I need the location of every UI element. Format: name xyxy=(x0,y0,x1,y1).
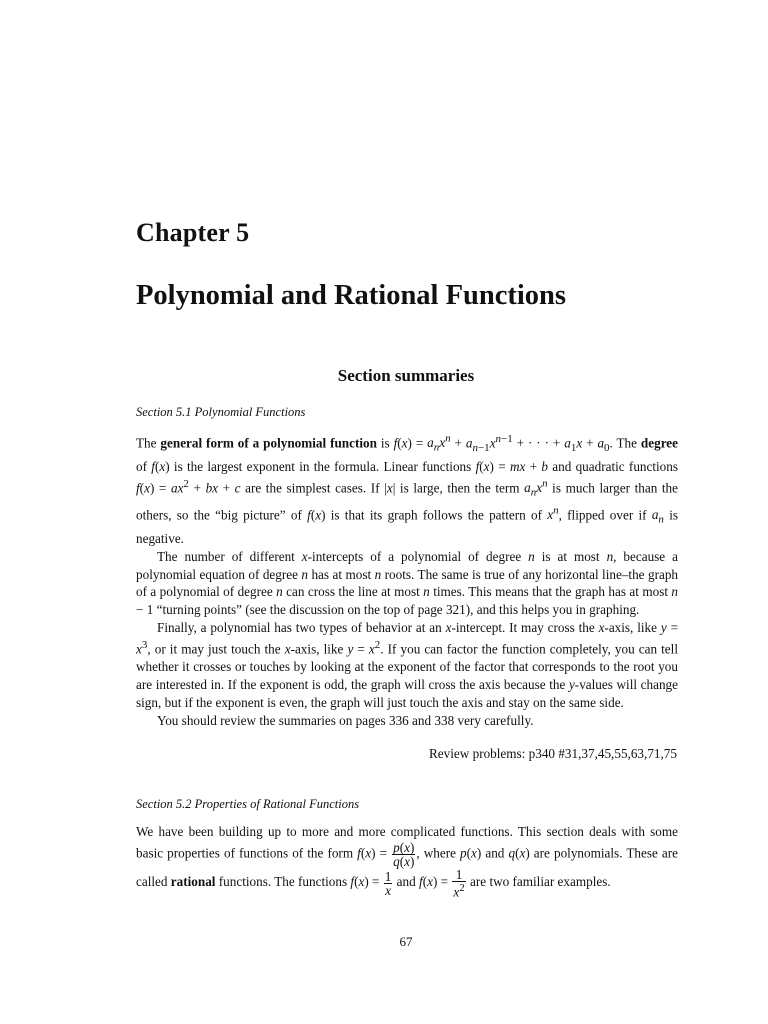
review-problems: Review problems: p340 #31,37,45,55,63,71,75 xyxy=(429,746,677,761)
paragraph: We have been building up to more and more complicated functions. This section deals with some basic properties of functions of the form f(x) = $\frac{p(x)}{q(x)}$ , where p(x) and q(x) are polynomials. These are called rational functions. The functions f(x) = $\frac{1}{x}$ and f(x) = $\frac{1}{x^2}$ are two familiar examples. xyxy=(136,824,678,900)
section-5-1-label: Section 5.1 Polynomial Functions xyxy=(136,405,306,419)
paragraph: Finally, a polynomial has two types of behavior at an x-intercept. It may cross the x-axis, like $y = x^3$, or it may just touch the x-axis, like $y = x^2$. If you can factor the function completely, you can tell whether it crosses or touches by looking at the exponent of the factor that corresponds to the root you are interested in. If the exponent is odd, the graph will cross the axis because the y-values will change sign, but if the exponent is even, the graph will just touch the axis and stay on the same side. xyxy=(136,620,679,711)
section-5-1-body xyxy=(136,431,678,730)
paragraph: The number of different x-intercepts of a polynomial of degree n is at most n, because a polynomial equation of degree n has at most n roots. The same is true of any horizontal line–the graph of a polynomial of degree n can cross the line at most n times. This means that the graph has at most n − 1 “turning points” (see the discussion on the top of page 321), and this helps you in graphing. xyxy=(136,548,679,618)
section-5-2-body xyxy=(136,823,678,898)
page-number: 67 xyxy=(399,934,413,949)
chapter-title: Polynomial and Rational Functions xyxy=(136,280,566,311)
section-summaries-heading: Section summaries xyxy=(337,366,475,385)
chapter-label: Chapter 5 xyxy=(136,218,250,247)
paragraph: The general form of a polynomial function is $f(x) = a_nx^n + a_{n-1}x^{n-1}$ + · · · + $a_1x + a_0$. The degree of f(x) is the largest exponent in the formula. Linear functions f(x) = mx + b and quadratic functions $f(x) = ax^2$ + bx + c are the simplest cases. If |x| is large, then the term $a_nx^n$ is much larger than the others, so the “big picture” of f(x) is that its graph follows the pattern of $x^n$, flipped over if $a_n$ is negative. xyxy=(136,433,679,546)
section-5-2-label: Section 5.2 Properties of Rational Functions xyxy=(136,797,360,811)
paragraph-review-summaries: You should review the summaries on pages 336 and 338 very carefully. xyxy=(157,713,534,729)
